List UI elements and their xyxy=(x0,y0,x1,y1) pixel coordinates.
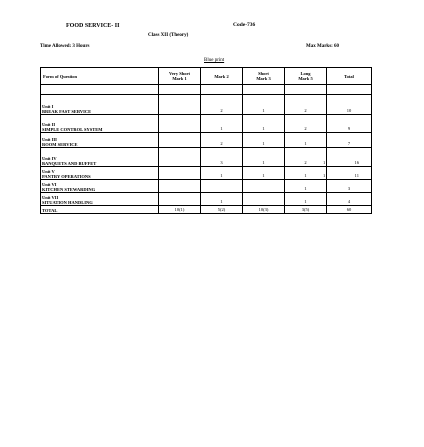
form-of-question-header: Form of Question xyxy=(41,68,159,85)
subject-code: Code-736 xyxy=(233,22,256,28)
total-row: TOTAL 10(1) 5(2) 10(3) 3(5) 60 xyxy=(41,206,372,214)
very-short-header: Very Short Mark 1 xyxy=(159,68,201,85)
max-marks: Max Marks: 60 xyxy=(306,44,340,49)
class-label: Class XII (Theory) xyxy=(148,33,189,38)
table-row: Unit III ROOM SERVICE 2 1 1 7 xyxy=(41,133,372,148)
table-row: Unit II SIMPLE CONTROL SYSTEM 1 1 2 9 xyxy=(41,115,372,133)
subject-title: FOOD SERVICE- II xyxy=(66,23,120,29)
long-header: Long Mark 5 xyxy=(285,68,327,85)
short-3-header: Short Mark 3 xyxy=(243,68,285,85)
table-spacer-row xyxy=(41,85,372,95)
table-row: Unit VII SITUATION HANDLING 1 1 4 xyxy=(41,193,372,206)
short-header: Mark 2 xyxy=(201,68,243,85)
table-row: Unit I BREAK FAST SERVICE 2 1 2 10 xyxy=(41,95,372,115)
time-allowed: Time Allowed: 3 Hours xyxy=(40,44,90,49)
table-row: Unit IV BANQUETS AND BUFFET 3 1 2 16 1 xyxy=(41,148,372,167)
blueprint-heading: Blue print xyxy=(204,58,225,63)
blueprint-table xyxy=(40,67,372,214)
table-row: Unit V PANTRY OPERATIONS 1 1 1 11 1 xyxy=(41,167,372,180)
table-row: Unit VI KITCHEN STEWARDING 1 3 xyxy=(41,180,372,193)
table-header-row xyxy=(41,68,372,85)
total-header: Total xyxy=(327,68,372,85)
